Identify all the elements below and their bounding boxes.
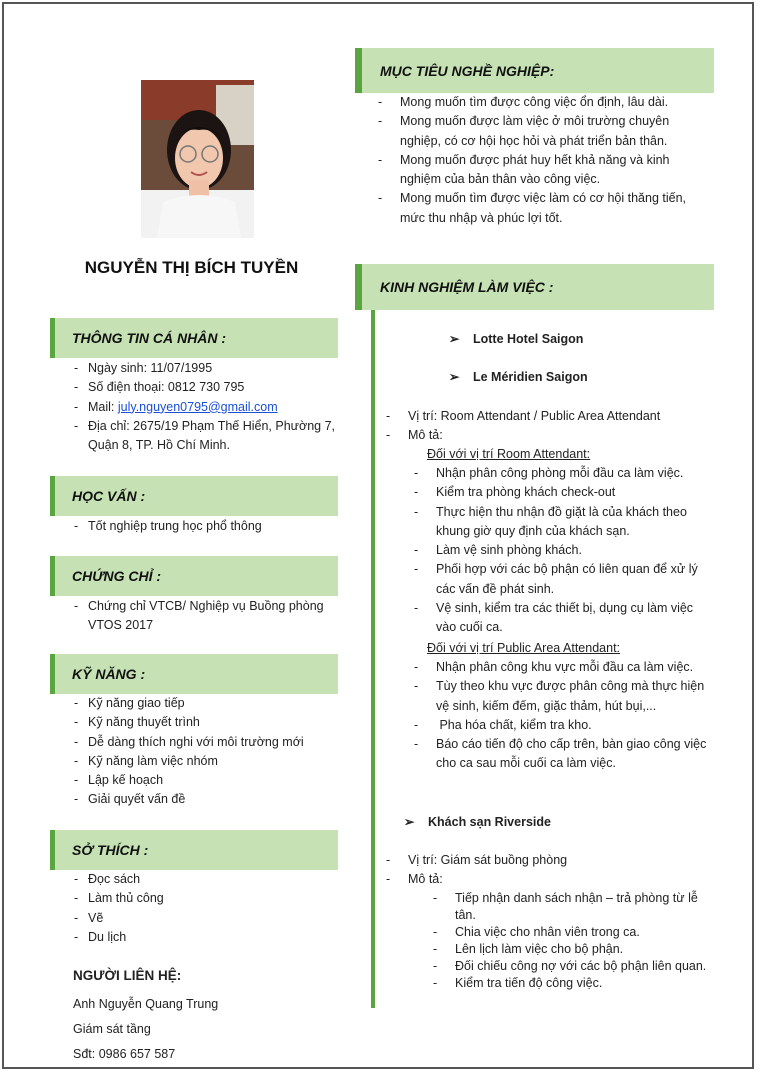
skill-item: - Kỹ năng giao tiếp [66, 694, 346, 713]
description-label: - Mô tả: [408, 870, 567, 889]
phone: - Số điện thoại: 0812 730 795 [66, 378, 346, 397]
experience-1-details [408, 407, 660, 446]
hobby-item: - Đọc sách [66, 870, 346, 889]
duty-line: - Kiểm tra phòng khách check-out [436, 483, 736, 502]
company-name: Le Méridien Saigon [473, 370, 588, 384]
contact-title: NGƯỜI LIÊN HỆ: [73, 968, 182, 983]
certificates-list [66, 597, 346, 636]
objective-line: - Mong muốn được phát huy hết khả năng và kinh [400, 151, 720, 170]
duty-line: - Lên lịch làm việc cho bộ phận. [455, 941, 725, 958]
skill-item: - Kỹ năng làm việc nhóm [66, 752, 346, 771]
description-label: - Mô tả: [408, 426, 660, 445]
address [66, 417, 346, 456]
room-attendant-heading: Đối với vị trí Room Attendant: [427, 447, 591, 461]
duty-line: - Nhận phân công khu vực mỗi đầu ca làm việc. [436, 658, 736, 677]
duty-line: vào cuối ca. [436, 620, 503, 635]
mail [66, 398, 346, 417]
cv-page [2, 2, 754, 1069]
hobbies-header: SỞ THÍCH : [50, 830, 338, 870]
skill-item: - Lập kế hoạch [66, 771, 346, 790]
experience-vertical-rule [371, 310, 375, 1008]
email-link[interactable]: july.nguyen0795@gmail.com [117, 399, 278, 414]
duty-line: - Đối chiếu công nợ với các bộ phận liên quan. [455, 958, 725, 975]
education-list [66, 517, 346, 536]
personal-info-list [66, 359, 346, 455]
duty-line: - Tùy theo khu vực được phân công mà thực hiện [436, 677, 736, 696]
skills-header: KỸ NĂNG : [50, 654, 338, 694]
objective-line: nghiệm của bản thân vào công việc. [400, 172, 601, 187]
position: - Vị trí: Giám sát buồng phòng [408, 851, 567, 870]
public-area-heading: Đối với vị trí Public Area Attendant: [427, 641, 621, 655]
contact-role: Giám sát tầng [73, 1022, 151, 1036]
certificates-header: CHỨNG CHỈ : [50, 556, 338, 596]
company-name: Khách sạn Riverside [428, 815, 551, 829]
arrowhead-icon: ➢ [449, 370, 460, 384]
duty-line: vệ sinh, kiếm đếm, giặc thảm, hút bụi,... [436, 698, 657, 713]
duty-line: - Nhận phân công phòng mỗi đầu ca làm việc. [436, 464, 736, 483]
skills-list [66, 694, 346, 810]
certificate-line-1: Chứng chỉ VTCB/ Nghiệp vụ Buồng phòng [88, 599, 324, 613]
duty-line: khung giờ quy định của khách sạn. [436, 523, 630, 538]
objective-header: MỤC TIÊU NGHỀ NGHIỆP: [355, 48, 714, 93]
objective-line: - Mong muốn tìm được việc làm có cơ hội thăng tiến, [400, 189, 720, 208]
objective-line: nghiệp, có cơ hội học hỏi và phát triển bản thân. [400, 133, 668, 148]
skill-item: - Kỹ năng thuyết trình [66, 713, 346, 732]
duty-line: - Làm vệ sinh phòng khách. [436, 541, 736, 560]
personal-info-header: THÔNG TIN CÁ NHÂN : [50, 318, 338, 358]
duty-line: - Báo cáo tiến độ cho cấp trên, bàn giao công việc [436, 735, 736, 754]
full-name: NGUYỄN THỊ BÍCH TUYỀN [84, 258, 299, 277]
skill-item: - Giải quyết vấn đề [66, 790, 346, 809]
education-item: - Tốt nghiệp trung học phổ thông [66, 517, 346, 536]
dob: - Ngày sinh: 11/07/1995 [66, 359, 346, 378]
room-attendant-duties [436, 464, 736, 638]
duty-line: - Chia việc cho nhân viên trong ca. [455, 924, 725, 941]
duty-line: - Pha hóa chất, kiểm tra kho. [436, 716, 736, 735]
duty-line: - Tiếp nhận danh sách nhận – trả phòng từ lễ [455, 890, 725, 907]
address-line-2: Quận 8, TP. Hồ Chí Minh. [88, 438, 230, 453]
duty-line: - Phối hợp với các bộ phận có liên quan để xử lý [436, 560, 736, 579]
certificate-item [66, 597, 346, 636]
arrowhead-icon: ➢ [404, 815, 415, 829]
riverside-duties [455, 890, 725, 992]
company-lotte [449, 331, 583, 346]
hobby-item: - Làm thủ công [66, 889, 346, 908]
objective-line: mức thu nhập và phúc lợi tốt. [400, 210, 563, 225]
experience-header: KINH NGHIỆM LÀM VIỆC : [355, 264, 714, 310]
position: - Vị trí: Room Attendant / Public Area Attendant [408, 407, 660, 426]
duty-line: các vấn đề phát sinh. [436, 581, 555, 596]
profile-photo [141, 80, 254, 238]
hobby-item: - Vẽ [66, 909, 346, 928]
public-area-duties [436, 658, 736, 774]
skill-item: - Dễ dàng thích nghi với môi trường mới [66, 733, 346, 752]
duty-line: - Kiểm tra tiến độ công việc. [455, 975, 725, 992]
company-riverside [404, 814, 551, 829]
duty-line: cho ca sau mỗi cuối ca làm việc. [436, 756, 616, 771]
objective-line: - Mong muốn được làm việc ở môi trường chuyên [400, 112, 720, 131]
education-header: HỌC VẤN : [50, 476, 338, 516]
contact-phone: Sđt: 0986 657 587 [73, 1047, 176, 1061]
hobby-item: - Du lịch [66, 928, 346, 947]
contact-person: Anh Nguyễn Quang Trung [73, 997, 219, 1011]
objective-line: - Mong muốn tìm được công việc ổn định, lâu dài. [400, 93, 720, 112]
hobbies-list [66, 870, 346, 947]
duty-line: tân. [455, 908, 476, 922]
arrowhead-icon: ➢ [449, 332, 460, 346]
company-name: Lotte Hotel Saigon [473, 332, 584, 346]
objective-text [400, 93, 720, 228]
duty-line: - Vệ sinh, kiểm tra các thiết bị, dụng cụ làm việc [436, 599, 736, 618]
company-lemeridien [449, 369, 588, 384]
mail-label: Mail: [88, 399, 118, 414]
certificate-line-2: VTOS 2017 [88, 618, 154, 633]
duty-line: - Thực hiện thu nhận đồ giặt là của khách theo [436, 503, 736, 522]
experience-2-details [408, 851, 567, 890]
address-line-1: Địa chỉ: 2675/19 Phạm Thế Hiển, Phường 7, [88, 418, 336, 433]
